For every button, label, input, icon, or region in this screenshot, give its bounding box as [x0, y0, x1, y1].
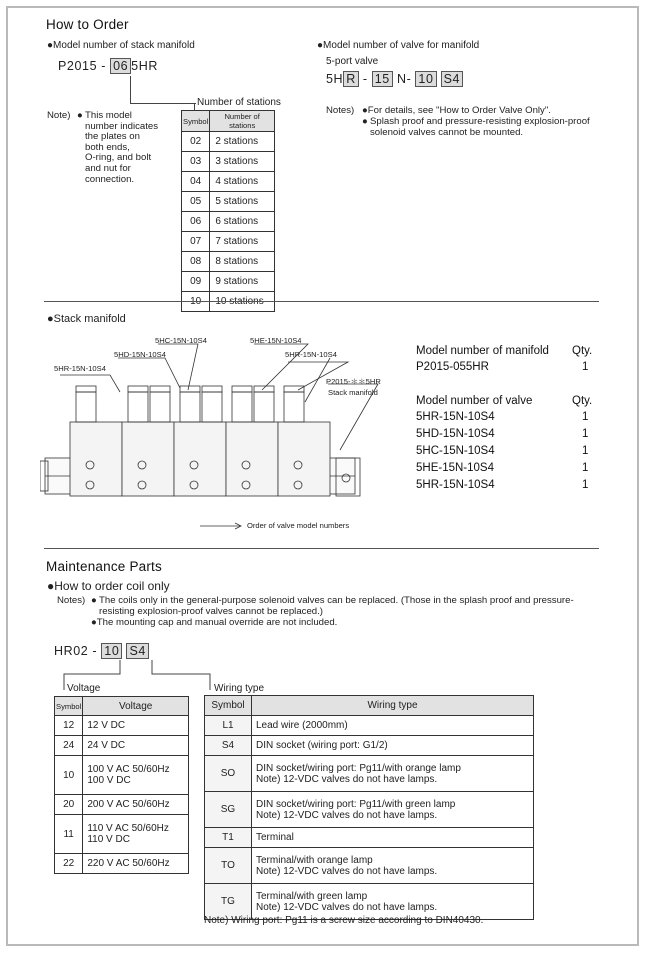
- manifold-qty: 1: [582, 361, 589, 373]
- voltage-header-symbol: Symbol: [55, 697, 83, 716]
- wiring-row: [205, 756, 534, 792]
- callout-5hd: 5HD-15N-10S4: [114, 350, 166, 359]
- voltage-value: [83, 716, 189, 736]
- stations-symbol: 06: [182, 212, 210, 232]
- wiring-line: DIN socket (wiring port: G1/2): [256, 740, 388, 751]
- stations-header-symbol: Symbol: [182, 111, 210, 132]
- valve-qty: 1: [582, 445, 589, 457]
- valve-model: 5HD-15N-10S4: [416, 428, 495, 440]
- wiring-symbol: SG: [205, 792, 252, 828]
- manifold-qty-header: Qty.: [572, 345, 593, 357]
- callout-5hr-1: 5HR-15N-10S4: [54, 364, 106, 373]
- callout-p2015: P2015-＊＊5HR: [326, 377, 381, 386]
- coil-code-connectors: [60, 660, 220, 700]
- wiring-value: [252, 756, 534, 792]
- stations-connector-h: [130, 103, 196, 104]
- stations-table: [181, 110, 275, 312]
- wiring-line: Lead wire (2000mm): [256, 720, 348, 731]
- maintenance-title: Maintenance Parts: [46, 559, 162, 574]
- maint-note-2: ●The mounting cap and manual override are not included.: [91, 617, 338, 628]
- voltage-line: 12 V DC: [87, 720, 126, 731]
- voltage-row: [55, 815, 189, 854]
- stations-box: 06: [110, 58, 131, 74]
- wiring-row: [205, 792, 534, 828]
- voltage-table: [54, 696, 189, 874]
- voltage-header-voltage: Voltage: [83, 697, 189, 716]
- voltage-symbol: 10: [55, 756, 83, 795]
- valve-note-2: ● Splash proof and pressure-resisting explosion-proof solenoid valves cannot be mounted.: [362, 116, 590, 138]
- callout-5hc: 5HC-15N-10S4: [155, 336, 207, 345]
- page-title: How to Order: [46, 17, 129, 32]
- valve-qty: 1: [582, 411, 589, 423]
- voltage-line: 110 V AC 50/60Hz: [87, 823, 169, 834]
- stations-count: 4 stations: [210, 172, 275, 192]
- voltage-value: [83, 736, 189, 756]
- wiring-line: DIN socket/wiring port: Pg11/with orange lamp: [256, 762, 461, 774]
- stack-section-title: ●Stack manifold: [47, 313, 126, 325]
- wiring-row: [205, 828, 534, 848]
- divider-2: [44, 548, 599, 549]
- callout-stack-manifold: Stack manifold: [328, 388, 378, 397]
- wiring-row: [205, 716, 534, 736]
- valve-notes-label: Notes): [326, 105, 355, 116]
- voltage-line: 200 V AC 50/60Hz: [87, 799, 170, 810]
- wiring-symbol: T1: [205, 828, 252, 848]
- wiring-label: Wiring type: [214, 683, 265, 694]
- valve-model: 5HE-15N-10S4: [416, 462, 494, 474]
- stations-count: 9 stations: [210, 272, 275, 292]
- wiring-symbol: TG: [205, 884, 252, 920]
- callout-5he: 5HE-15N-10S4: [250, 336, 302, 345]
- voltage-row: [55, 736, 189, 756]
- valve-qty: 1: [582, 428, 589, 440]
- wiring-line: Note) 12-VDC valves do not have lamps.: [256, 901, 438, 913]
- stack-note-line: number indicates: [85, 120, 159, 132]
- voltage-symbol: 24: [55, 736, 83, 756]
- stations-row: [182, 152, 275, 172]
- wiring-table: [204, 695, 534, 920]
- stations-row: [182, 212, 275, 232]
- stations-count: 6 stations: [210, 212, 275, 232]
- order-label: Order of valve model numbers: [247, 521, 350, 530]
- wiring-row: [205, 848, 534, 884]
- stack-note-bullet: ●: [77, 110, 83, 121]
- valve-model-caption: ●Model number of valve for manifold: [317, 40, 480, 51]
- stations-symbol: 07: [182, 232, 210, 252]
- voltage-symbol: 12: [55, 716, 83, 736]
- wiring-symbol: SO: [205, 756, 252, 792]
- stations-count: 8 stations: [210, 252, 275, 272]
- wiring-line: Note) 12-VDC valves do not have lamps.: [256, 773, 438, 785]
- voltage-label: Voltage: [67, 683, 101, 694]
- stack-model-code: P2015 - 06 5HR: [58, 59, 158, 73]
- voltage-row: [55, 756, 189, 795]
- coil-code: HR02 - 10 S4: [54, 643, 149, 659]
- voltage-line: 100 V AC 50/60Hz: [87, 764, 170, 775]
- wiring-value: [252, 848, 534, 884]
- voltage-line: 220 V AC 50/60Hz: [87, 858, 170, 869]
- valve-qty: 1: [582, 479, 589, 491]
- wiring-header-type: Wiring type: [252, 696, 534, 716]
- maintenance-subtitle: ●How to order coil only: [47, 579, 170, 593]
- stations-row: [182, 252, 275, 272]
- wiring-symbol: S4: [205, 736, 252, 756]
- stations-row: [182, 232, 275, 252]
- stations-symbol: 03: [182, 152, 210, 172]
- stations-count: 7 stations: [210, 232, 275, 252]
- voltage-line: 100 V DC: [87, 775, 131, 786]
- wiring-value: [252, 736, 534, 756]
- stack-note-text: [85, 111, 175, 185]
- stations-symbol: 09: [182, 272, 210, 292]
- wiring-symbol: TO: [205, 848, 252, 884]
- stations-symbol: 04: [182, 172, 210, 192]
- divider-1: [44, 301, 599, 302]
- voltage-symbol: 20: [55, 795, 83, 815]
- wiring-line: Terminal/with green lamp: [256, 890, 368, 902]
- wiring-header-symbol: Symbol: [205, 696, 252, 716]
- wiring-line: Note) 12-VDC valves do not have lamps.: [256, 865, 438, 877]
- stations-connector: [130, 76, 131, 104]
- voltage-line: 110 V DC: [87, 834, 130, 845]
- wiring-footnote: Note) Wiring port: Pg11 is a screw size according to DIN40430.: [204, 915, 484, 926]
- valve-note-1: ●For details, see "How to Order Valve Only".: [362, 105, 551, 116]
- stations-symbol: 02: [182, 132, 210, 152]
- voltage-symbol: 11: [55, 815, 83, 854]
- stations-row: [182, 192, 275, 212]
- stack-note-line: This model: [85, 110, 132, 121]
- valve-model: 5HR-15N-10S4: [416, 479, 495, 491]
- stations-label: Number of stations: [197, 97, 281, 108]
- wiring-value: [252, 828, 534, 848]
- stack-note-line: connection.: [85, 173, 135, 185]
- wiring-line: Note) 12-VDC valves do not have lamps.: [256, 809, 438, 821]
- callout-5hr-2: 5HR-15N-10S4: [285, 350, 337, 359]
- valve-header: Model number of valve: [416, 395, 533, 407]
- stations-symbol: 05: [182, 192, 210, 212]
- wiring-box: S4: [126, 643, 149, 659]
- voltage-symbol: 22: [55, 854, 83, 874]
- coil: [76, 392, 96, 422]
- wiring-line: DIN socket/wiring port: Pg11/with green lamp: [256, 798, 456, 810]
- stack-note-line: the plates on: [85, 131, 140, 143]
- wiring-line: Terminal: [256, 832, 294, 843]
- maint-note-1: ● The coils only in the general-purpose solenoid valves can be replaced. (Those in the splash proof and pressure-resisting explosion-proof valves cannot be replaced.): [91, 595, 574, 617]
- valve-model-sub: 5-port valve: [326, 56, 379, 67]
- voltage-value: [83, 854, 189, 874]
- stack-note-line: and nut for: [85, 162, 131, 174]
- stack-manifold-drawing: [40, 330, 410, 535]
- maint-notes-label: Notes): [57, 595, 86, 606]
- wiring-value: [252, 792, 534, 828]
- valve-qty: 1: [582, 462, 589, 474]
- valve-model: 5HC-15N-10S4: [416, 445, 495, 457]
- stack-note-line: O-ring, and bolt: [85, 152, 152, 164]
- voltage-row: [55, 854, 189, 874]
- manifold-model: P2015-055HR: [416, 361, 489, 373]
- voltage-row: [55, 795, 189, 815]
- stack-note-label: Note): [47, 110, 71, 121]
- stack-model-caption: ●Model number of stack manifold: [47, 40, 195, 51]
- stations-count: 3 stations: [210, 152, 275, 172]
- voltage-value: [83, 795, 189, 815]
- leader-2: [118, 358, 180, 388]
- wiring-line: Terminal/with orange lamp: [256, 854, 373, 866]
- leader-1: [60, 375, 120, 392]
- manifold-header: Model number of manifold: [416, 345, 549, 357]
- voltage-box: 10: [101, 643, 122, 659]
- stations-count: 2 stations: [210, 132, 275, 152]
- stations-header-count: Number of stations: [210, 111, 275, 132]
- valve-model-code: 5H R - 15 N- 10 S4: [326, 71, 463, 87]
- valve-qty-header: Qty.: [572, 395, 593, 407]
- voltage-row: [55, 716, 189, 736]
- stations-row: [182, 132, 275, 152]
- voltage-value: [83, 756, 189, 795]
- stations-count: 5 stations: [210, 192, 275, 212]
- wiring-value: [252, 716, 534, 736]
- wiring-symbol: L1: [205, 716, 252, 736]
- wiring-row: [205, 736, 534, 756]
- stations-row: [182, 272, 275, 292]
- stations-row: [182, 172, 275, 192]
- voltage-line: 24 V DC: [87, 740, 126, 751]
- valve-model: 5HR-15N-10S4: [416, 411, 495, 423]
- stations-symbol: 08: [182, 252, 210, 272]
- stack-note-line: both ends,: [85, 141, 130, 153]
- voltage-value: [83, 815, 189, 854]
